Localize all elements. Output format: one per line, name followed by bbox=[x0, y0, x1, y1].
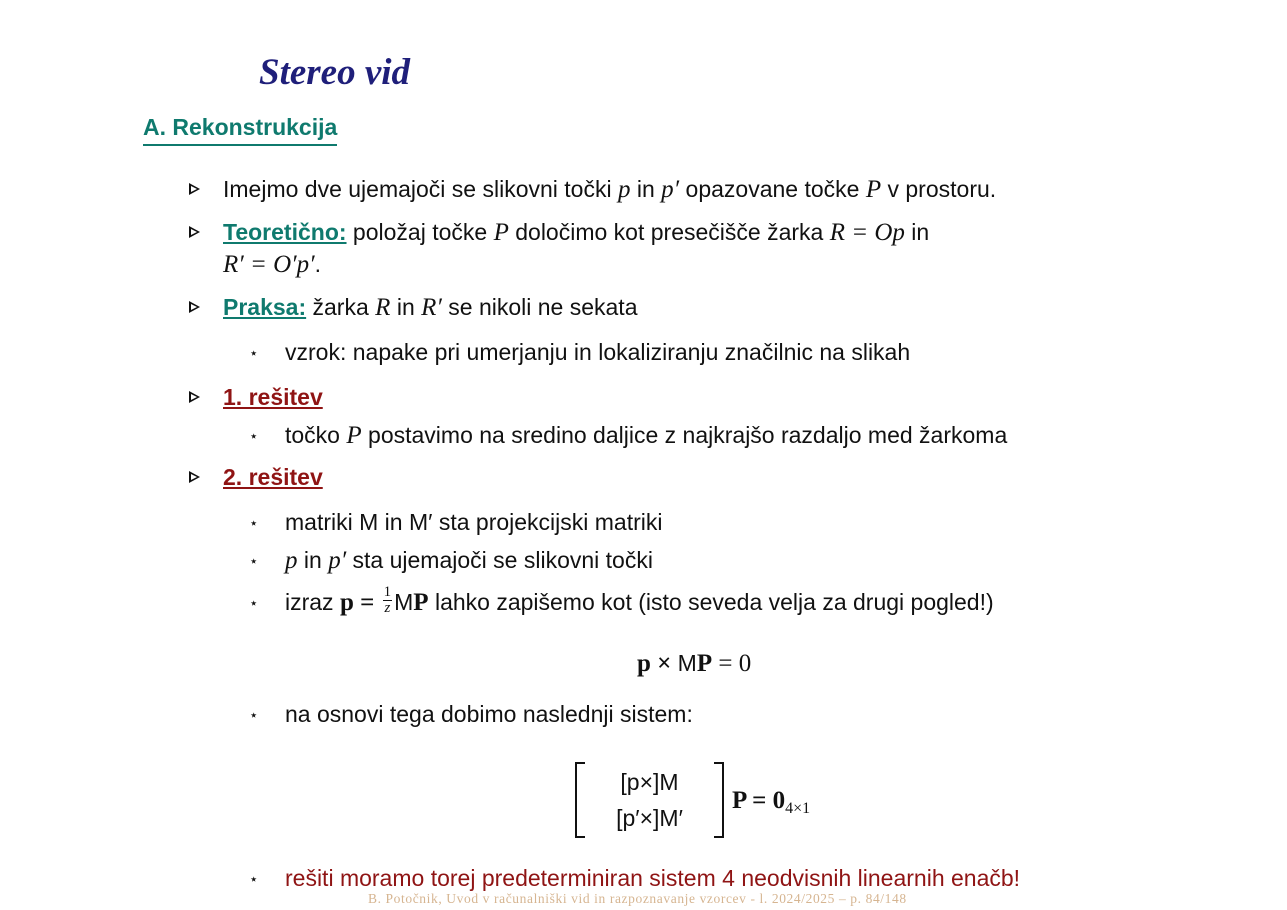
bullet-5 bbox=[223, 462, 323, 492]
eq1-lhs: p × bbox=[637, 650, 678, 677]
bullet-5-sub-3-a: izraz bbox=[285, 589, 340, 615]
math-R-prime: R′ bbox=[421, 294, 442, 321]
bullet-2-label: Teoretično: bbox=[223, 219, 347, 245]
bullet-5-sub-3 bbox=[285, 584, 994, 619]
bullet-1-text-b: in bbox=[630, 176, 662, 202]
bullet-triangle-icon bbox=[189, 471, 200, 483]
bullet-3-text-c: se nikoli ne sekata bbox=[441, 294, 638, 320]
bullet-triangle-icon bbox=[189, 226, 200, 238]
rhs-P-eq-zero: P = 0 bbox=[732, 787, 786, 814]
bullet-5-label: 2. rešitev bbox=[223, 464, 323, 490]
star-bullet-icon: ⋆ bbox=[249, 594, 259, 612]
bullet-5-sub-1-b: sta projekcijski matriki bbox=[432, 509, 663, 535]
prime-mark: ′ bbox=[428, 509, 433, 535]
bullet-3 bbox=[223, 292, 638, 323]
bullet-3-sub-1: vzrok: napake pri umerjanju in lokaliziranju značilnic na slikah bbox=[285, 339, 911, 365]
star-bullet-icon: ⋆ bbox=[249, 552, 259, 570]
matrix-bracket bbox=[575, 762, 724, 838]
bullet-3-text-b: in bbox=[390, 294, 422, 320]
bullet-1 bbox=[223, 174, 996, 205]
bullet-5-sub-2-b: sta ujemajoči se slikovni točki bbox=[346, 547, 653, 573]
page-title: Stereo vid bbox=[259, 52, 411, 93]
bullet-4-sub-1 bbox=[285, 420, 1007, 451]
bullet-2-text-b: določimo kot presečišče žarka bbox=[508, 219, 830, 245]
bullet-4 bbox=[223, 382, 323, 412]
bullet-5-sub-3-M: M bbox=[394, 589, 414, 615]
star-bullet-icon: ⋆ bbox=[249, 870, 259, 888]
bullet-5-sub-2 bbox=[285, 545, 653, 576]
math-bold-p-eq: p = bbox=[339, 589, 381, 616]
math-P: P bbox=[493, 219, 509, 246]
rhs-subscript: 4×1 bbox=[785, 800, 811, 817]
matrix-row-2: [p′×]M′ bbox=[616, 805, 683, 831]
bullet-5-sub-5: rešiti moramo torej predeterminiran sistem 4 neodvisnih linearnih enačb! bbox=[285, 865, 1021, 891]
bullet-triangle-icon bbox=[189, 301, 200, 313]
equation-cross-product bbox=[637, 648, 751, 679]
math-eq-R: R = Op bbox=[829, 219, 905, 246]
math-P: P bbox=[865, 176, 882, 203]
bullet-triangle-icon bbox=[189, 183, 200, 195]
bullet-5-sub-3-c: lahko zapišemo kot (isto seveda velja za drugi pogled!) bbox=[428, 589, 994, 615]
bullet-2-text-c: in bbox=[904, 219, 930, 245]
bullet-5-sub-4: na osnovi tega dobimo naslednji sistem: bbox=[285, 701, 693, 727]
bullet-1-text-c: opazovane točke bbox=[679, 176, 866, 202]
bullet-2 bbox=[223, 217, 929, 248]
star-bullet-icon: ⋆ bbox=[249, 344, 259, 362]
star-bullet-icon: ⋆ bbox=[249, 514, 259, 532]
fraction-numerator: 1 bbox=[383, 584, 392, 601]
bullet-4-sub-1-b: postavimo na sredino daljice z najkrajšo razdaljo med žarkoma bbox=[361, 422, 1008, 448]
math-bold-P: P bbox=[413, 589, 429, 616]
footer: B. Potočnik, Uvod v računalniški vid in razpoznavanje vzorcev - l. 2024/2025 – p. 84/148 bbox=[368, 891, 907, 906]
eq1-M: M bbox=[677, 650, 697, 676]
bullet-5-sub-1 bbox=[285, 507, 662, 537]
bullet-2-text-a: položaj točke bbox=[346, 219, 494, 245]
bullet-2-continuation bbox=[223, 249, 321, 280]
fraction-one-over-z bbox=[383, 585, 393, 616]
bullet-4-sub-1-a: točko bbox=[285, 422, 347, 448]
math-P: P bbox=[346, 422, 362, 449]
bullet-4-label: 1. rešitev bbox=[223, 384, 323, 410]
math-p-prime: p′ bbox=[328, 547, 347, 574]
star-bullet-icon: ⋆ bbox=[249, 427, 259, 445]
star-bullet-icon: ⋆ bbox=[249, 706, 259, 724]
bullet-3-label: Praksa: bbox=[223, 294, 307, 320]
bullet-triangle-icon bbox=[189, 391, 200, 403]
bullet-5-sub-2-a: in bbox=[297, 547, 329, 573]
equation-system-rhs bbox=[732, 785, 810, 824]
bullet-5-sub-1-a: matriki M in M bbox=[285, 509, 429, 535]
bullet-3-text-a: žarka bbox=[306, 294, 376, 320]
math-eq-R-prime: R′ = O′p′ bbox=[223, 251, 315, 278]
section-heading: A. Rekonstrukcija bbox=[143, 113, 337, 146]
matrix-row-1: [p×]M bbox=[620, 769, 679, 795]
fraction-denominator: z bbox=[384, 600, 391, 617]
eq1-P: P bbox=[696, 650, 713, 677]
math-p: p bbox=[285, 547, 298, 574]
bullet-1-text-a: Imejmo dve ujemajoči se slikovni točki bbox=[223, 176, 618, 202]
math-p: p bbox=[617, 176, 631, 203]
eq1-rhs: = 0 bbox=[712, 650, 752, 677]
bullet-1-text-d: v prostoru. bbox=[881, 176, 997, 202]
math-p-prime: p′ bbox=[661, 176, 680, 203]
bullet-2-text-d: . bbox=[314, 251, 321, 277]
math-R: R bbox=[375, 294, 391, 321]
